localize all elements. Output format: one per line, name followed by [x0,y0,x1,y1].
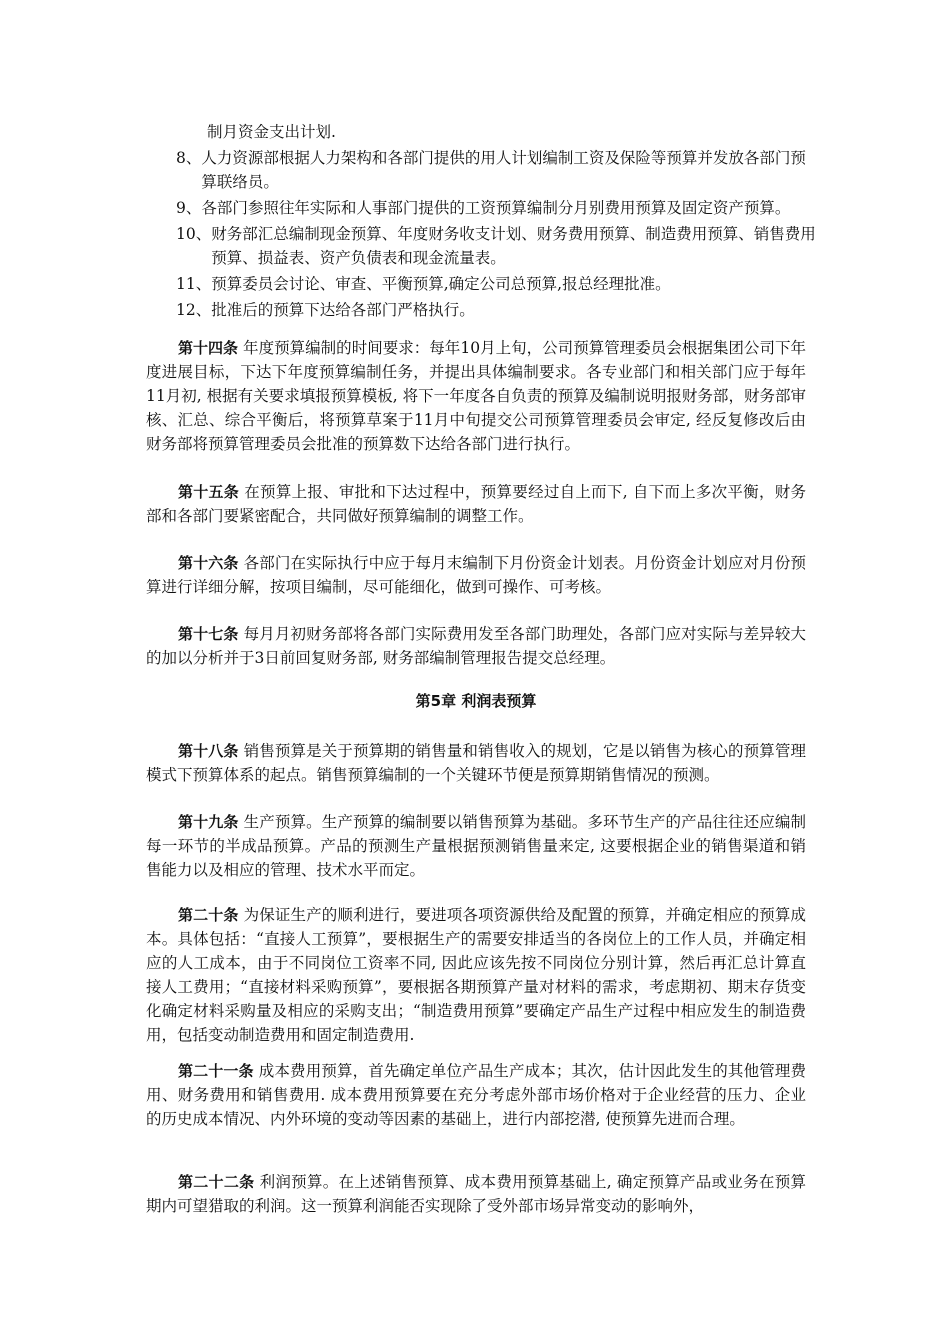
list-item-number: 12、 [176,301,212,319]
list-item-text: 财务部汇总编制现金预算、年度财务收支计划、财务费用预算、制造费用预算、销售费用预算、损益表、资产负债表和现金流量表。 [211,225,816,267]
article-label: 第十五条 [178,483,240,501]
article-label: 第二十条 [178,906,239,924]
article-14 [146,336,806,456]
article-label: 第十六条 [178,554,239,572]
article-label: 第十八条 [178,742,239,760]
article-label: 第十九条 [178,813,239,831]
list-item-number: 8、 [176,149,202,167]
list-item [176,272,816,296]
article-15 [146,480,806,528]
article-text: 成本费用预算，首先确定单位产品生产成本；其次，估计因此发生的其他管理费用、财务费用和销售费用. 成本费用预算要在充分考虑外部市场价格对于企业经营的压力、企业的历史成本情况、内外环境的变动等因素的基础上，进行内部挖潜, 使预算先进而合理。 [146,1062,806,1128]
article-text: 为保证生产的顺利进行，要进项各项资源供给及配置的预算，并确定相应的预算成本。具体包括：“直接人工预算”，要根据生产的需要安排适当的各岗位上的工作人员，并确定相应的人工成本，由于不同岗位工资率不同, 因此应该先按不同岗位分别计算，然后再汇总计算直接人工费用；“直接材料采购预算”，要根据各期预算产量对材料的需求，考虑期初、期末存货变化确定材料采购量及相应的采购支出；“制造费用预算”要确定产品生产过程中相应发生的制造费用，包括变动制造费用和固定制造费用. [146,906,806,1044]
article-22 [146,1170,806,1218]
list-item [176,222,816,270]
article-label: 第二十二条 [178,1173,255,1191]
article-label: 第十四条 [178,339,239,357]
procedure-list [176,120,816,324]
list-item-number: 9、 [176,199,202,217]
list-item-text: 各部门参照往年实际和人事部门提供的工资预算编制分月别费用预算及固定资产预算。 [201,199,791,217]
list-item-text: 预算委员会讨论、审查、平衡预算,确定公司总预算,报总经理批准。 [211,275,671,293]
list-item-number: 11、 [176,275,212,293]
article-text: 各部门在实际执行中应于每月末编制下月份资金计划表。月份资金计划应对月份预算进行详细分解，按项目编制，尽可能细化，做到可操作、可考核。 [146,554,806,596]
list-item-text: 人力资源部根据人力架构和各部门提供的用人计划编制工资及保险等预算并发放各部门预算联络员。 [201,149,806,191]
article-21 [146,1059,806,1131]
article-text: 在预算上报、审批和下达过程中，预算要经过自上而下, 自下而上多次平衡，财务部和各部门要紧密配合，共同做好预算编制的调整工作。 [146,483,806,525]
article-label: 第二十一条 [178,1062,254,1080]
article-text: 利润预算。在上述销售预算、成本费用预算基础上, 确定预算产品或业务在预算期内可望猎取的利润。这一预算利润能否实现除了受外部市场异常变动的影响外， [146,1173,806,1215]
list-item-number: 10、 [176,225,212,243]
list-item [176,196,816,220]
list-continuation: 制月资金支出计划. [207,123,336,141]
list-item [176,298,816,322]
article-20 [146,903,806,1047]
article-label: 第十七条 [178,625,239,643]
list-item [176,146,816,194]
list-item-text: 批准后的预算下达给各部门严格执行。 [211,301,475,319]
article-text: 销售预算是关于预算期的销售量和销售收入的规划，它是以销售为核心的预算管理模式下预算体系的起点。销售预算编制的一个关键环节便是预算期销售情况的预测。 [146,742,806,784]
article-text: 年度预算编制的时间要求：每年10月上旬，公司预算管理委员会根据集团公司下年度进展目标，下达下年度预算编制任务，并提出具体编制要求。各专业部门和相关部门应于每年11月初, 根据有关要求填报预算模板, 将下一年度各自负责的预算及编制说明报财务部，财务部审核、汇总、综合平衡后，将预算草案于11月中旬提交公司预算管理委员会审定, 经反复修改后由财务部将预算管理委员会批准的预算数下达给各部门进行执行。 [146,339,806,453]
article-19 [146,810,806,882]
article-18 [146,739,806,787]
article-text: 每月月初财务部将各部门实际费用发至各部门助理处，各部门应对实际与差异较大的加以分析并于3日前回复财务部, 财务部编制管理报告提交总经理。 [146,625,806,667]
article-text: 生产预算。生产预算的编制要以销售预算为基础。多环节生产的产品往往还应编制每一环节的半成品预算。产品的预测生产量根据预测销售量来定, 这要根据企业的销售渠道和销售能力以及相应的管理、技术水平而定。 [146,813,806,879]
article-16 [146,551,806,599]
chapter-title: 第5章 利润表预算 [415,692,537,710]
article-17 [146,622,806,670]
